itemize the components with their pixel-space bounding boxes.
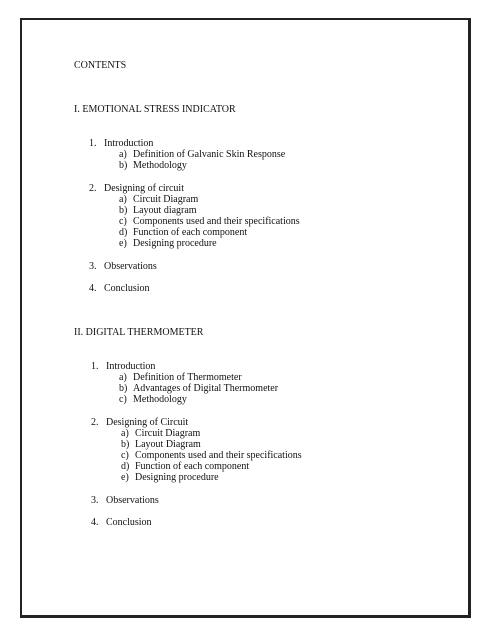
subitem-label: Methodology [133, 394, 187, 405]
section-title: I. EMOTIONAL STRESS INDICATOR [74, 104, 236, 115]
subitem-letter: e) [121, 472, 129, 483]
item-number: 1. [89, 138, 97, 149]
subitem-letter: b) [119, 205, 128, 216]
subitem-letter: d) [121, 461, 130, 472]
subitem-letter: c) [119, 394, 127, 405]
item-number: 3. [91, 495, 99, 506]
subitem-label: Designing procedure [135, 472, 219, 483]
subitem-label: Function of each component [133, 227, 248, 238]
item-label: Designing of circuit [104, 183, 184, 194]
subitem-letter: e) [119, 238, 127, 249]
subitem-label: Layout diagram [133, 205, 197, 216]
subitem-label: Advantages of Digital Thermometer [133, 383, 279, 394]
subitem-letter: a) [121, 428, 129, 439]
item-label: Conclusion [106, 517, 152, 528]
item-label: Observations [104, 261, 157, 272]
subitem-label: Components used and their specifications [135, 450, 302, 461]
section-title: II. DIGITAL THERMOMETER [74, 327, 204, 338]
subitem-letter: a) [119, 372, 127, 383]
item-label: Introduction [104, 138, 154, 149]
subitem-label: Definition of Thermometer [133, 372, 242, 383]
contents-heading: CONTENTS [74, 60, 127, 71]
item-label: Designing of Circuit [106, 417, 189, 428]
item-number: 4. [89, 283, 97, 294]
item-number: 2. [89, 183, 97, 194]
subitem-letter: c) [119, 216, 127, 227]
subitem-label: Definition of Galvanic Skin Response [133, 149, 286, 160]
subitem-letter: b) [119, 383, 128, 394]
subitem-letter: a) [119, 194, 127, 205]
item-label: Introduction [106, 361, 156, 372]
subitem-letter: b) [119, 160, 128, 171]
item-number: 2. [91, 417, 99, 428]
subitem-label: Designing procedure [133, 238, 217, 249]
item-label: Conclusion [104, 283, 150, 294]
subitem-label: Circuit Diagram [133, 194, 199, 205]
item-number: 1. [91, 361, 99, 372]
subitem-label: Methodology [133, 160, 187, 171]
subitem-letter: d) [119, 227, 128, 238]
subitem-letter: b) [121, 439, 130, 450]
item-number: 3. [89, 261, 97, 272]
subitem-letter: a) [119, 149, 127, 160]
item-number: 4. [91, 517, 99, 528]
subitem-label: Components used and their specifications [133, 216, 300, 227]
subitem-label: Layout Diagram [135, 439, 201, 450]
subitem-label: Circuit Diagram [135, 428, 201, 439]
subitem-label: Function of each component [135, 461, 250, 472]
subitem-letter: c) [121, 450, 129, 461]
item-label: Observations [106, 495, 159, 506]
